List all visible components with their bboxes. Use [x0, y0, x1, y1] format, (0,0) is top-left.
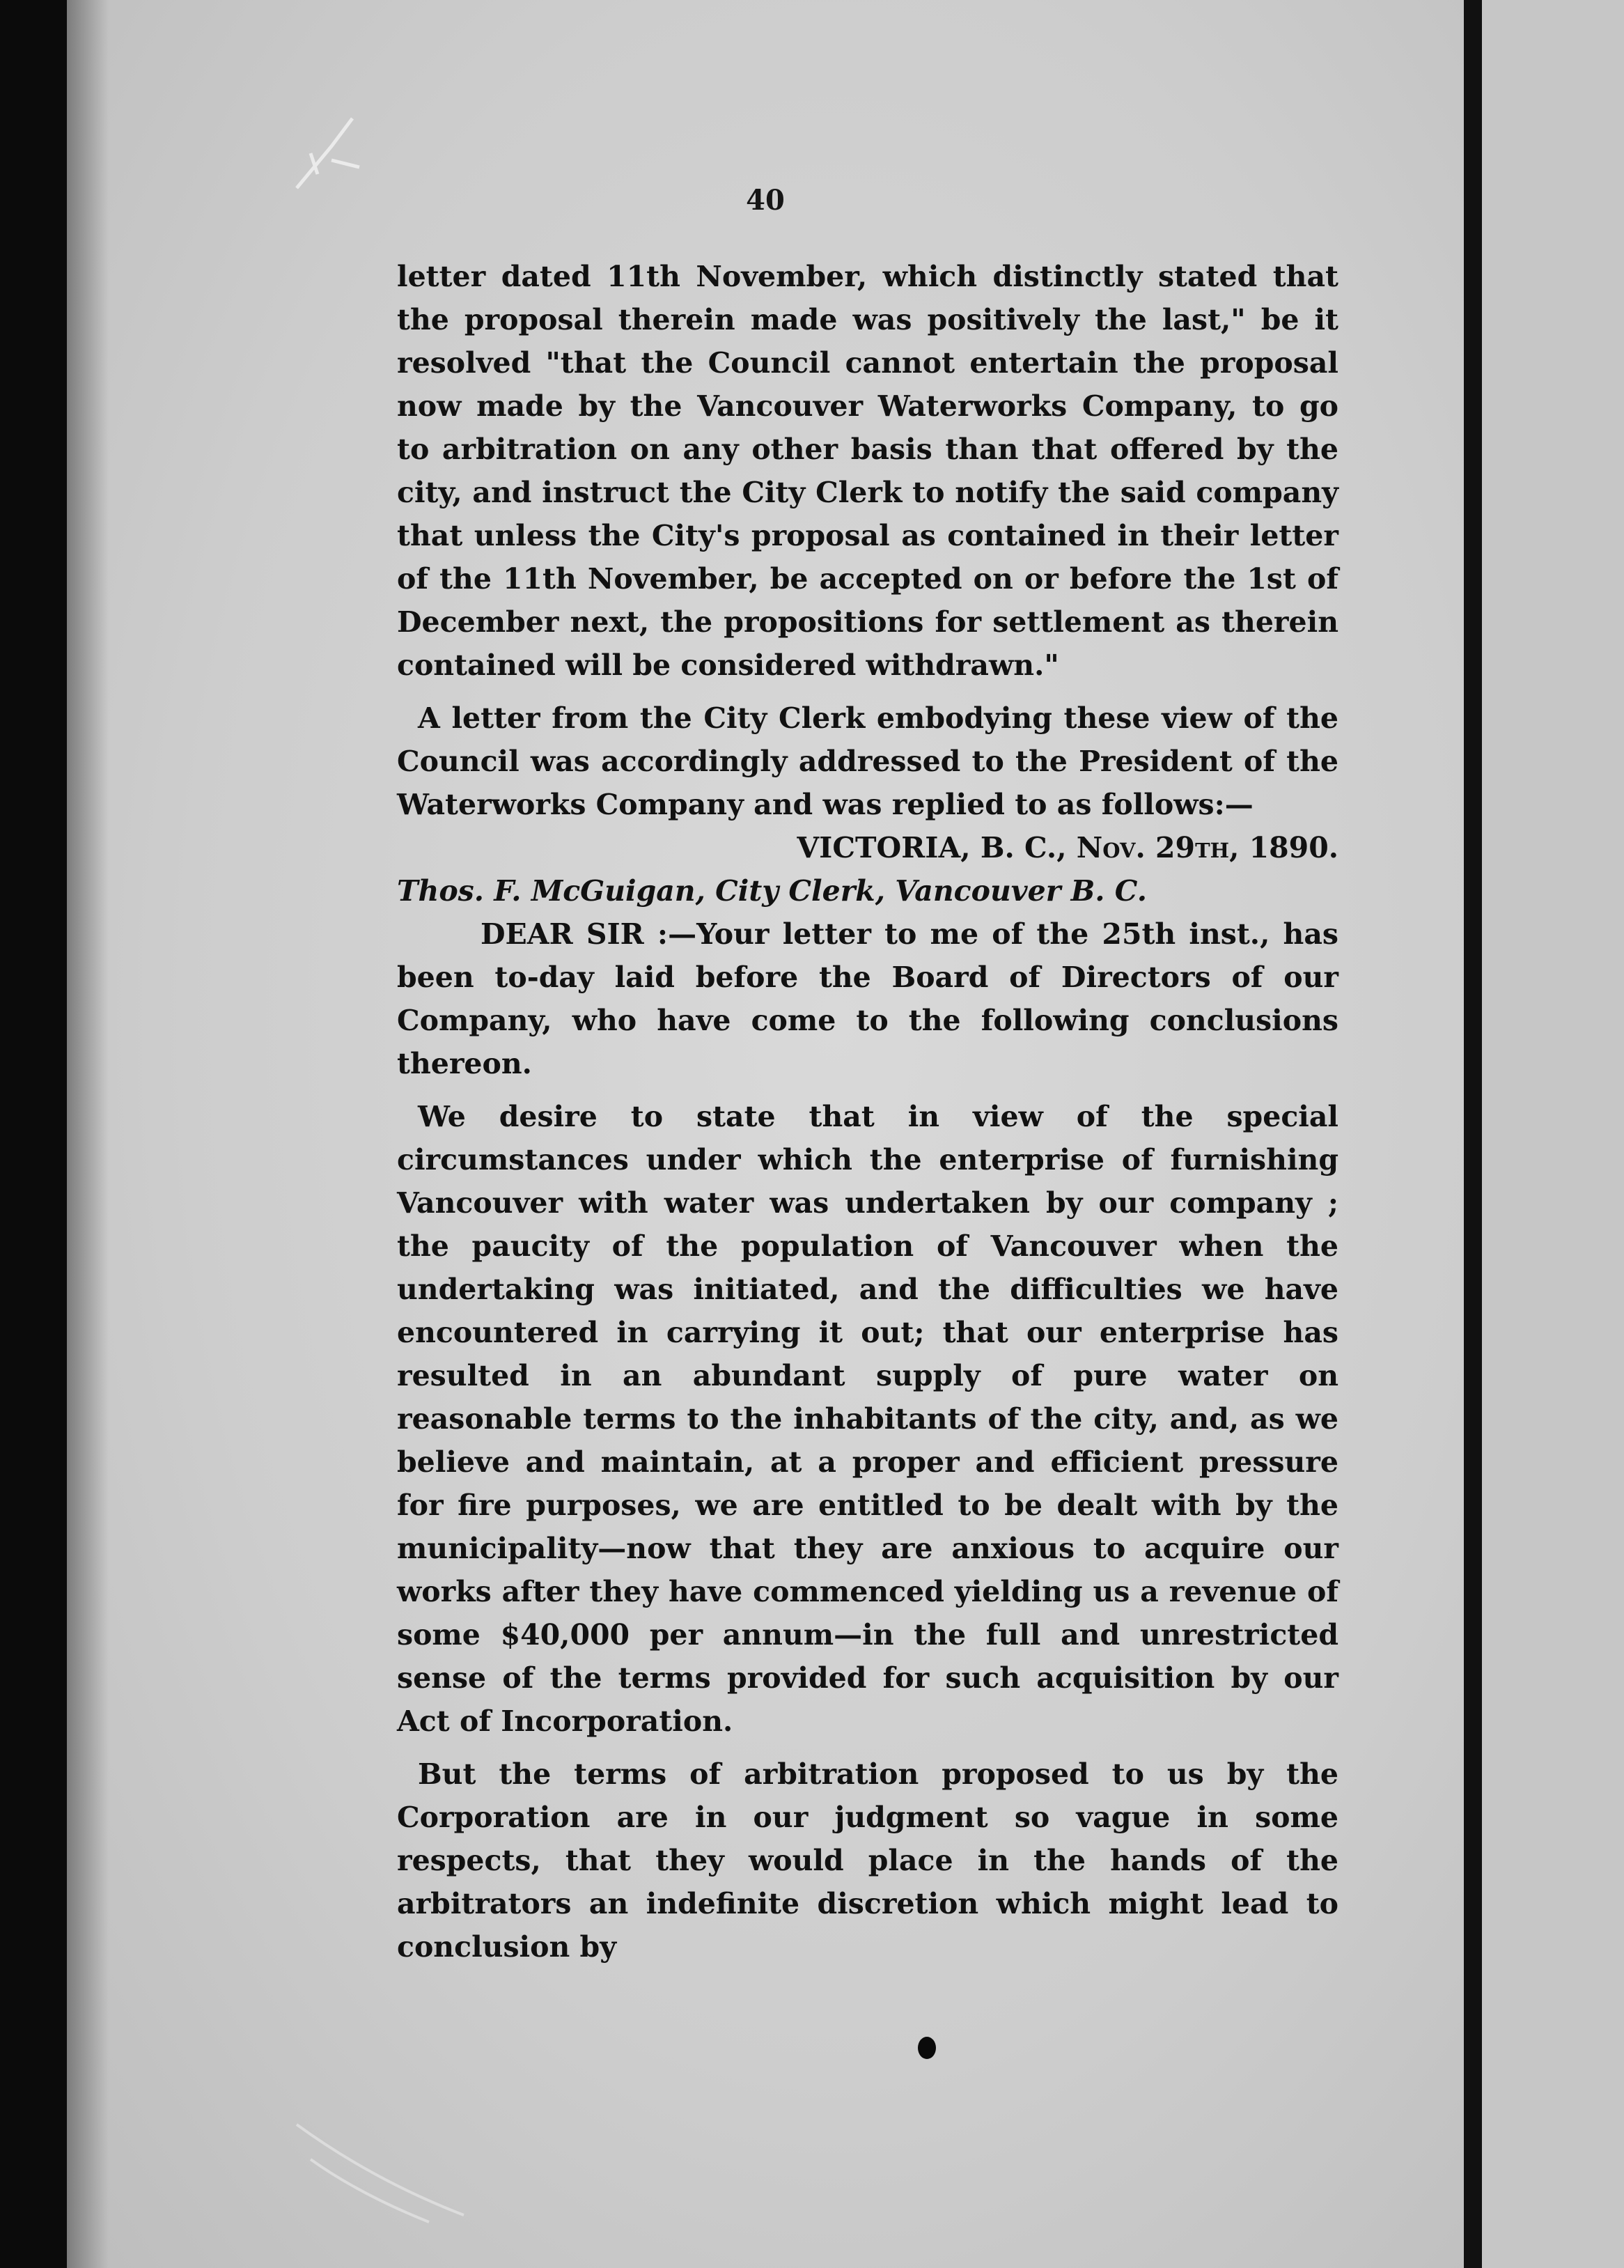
adjacent-page-edge [1482, 0, 1624, 2268]
letter-paragraph-arbitration: But the terms of arbitration proposed to us by the Corporation are in our judgment so vague in some respects, that they would place in the hands of the arbitrators an indefinite discretion which might lead to conclusion by [397, 1757, 1338, 1964]
page-number: 40 [746, 184, 785, 217]
page-edge-shadow [67, 0, 109, 2268]
letter-opening-text: —Your letter to me of the 25th inst., has been to-day laid before the Board of Directors of our Company, who have come to the following conclusions thereon. [397, 917, 1338, 1080]
paragraph-resolution: letter dated 11th November, which distinctly stated that the proposal therein made was positively the last," be it resolved "that the Council cannot entertain the proposal now made by the Vancouver Waterworks Company, to go to arbitration on any other basis than that offered by the city, and instruct the City Clerk to notify the said company that unless the City's proposal as contained in their letter of the 11th November, be accepted on or before the 1st of December next, the propositions for settlement as therein contained will be considered withdrawn." [397, 260, 1338, 682]
letter-dateline: VICTORIA, B. C., Nov. 29th, 1890. [797, 831, 1338, 864]
letter-addressee: Thos. F. McGuigan, City Clerk, Vancouver B. C. [397, 874, 1147, 908]
letter-paragraph-opening [397, 912, 1338, 1085]
letter-salutation: DEAR SIR : [481, 917, 669, 951]
book-gutter [1464, 0, 1482, 2268]
body-text [397, 255, 1338, 1968]
paragraph-letter-intro: A letter from the City Clerk embodying these view of the Council was accordingly addressed to the President of the Waterworks Company and was replied to as follows:— [397, 701, 1338, 821]
book-page [67, 0, 1464, 2268]
scratch-mark-top [290, 111, 373, 195]
scratch-mark-bottom [290, 2118, 471, 2229]
letter-paragraph-circumstances: We desire to state that in view of the special circumstances under which the enterprise of furnishing Vancouver with water was undertaken by our company ; the paucity of the population of Vancouver when the undertaking was initiated, and the difficulties we have encountered in carrying it out; that our enterprise has resulted in an abundant supply of pure water on reasonable terms to the inhabitants of the city, and, as we believe and maintain, at a proper and efficient pressure for fire purposes, we are entitled to be dealt with by the municipality—now that they are anxious to acquire our works after they have commenced yielding us a revenue of some $40,000 per annum—in the full and unrestricted sense of the terms provided for such acquisition by our Act of Incorporation. [397, 1100, 1338, 1738]
binding-hole [918, 2037, 936, 2059]
